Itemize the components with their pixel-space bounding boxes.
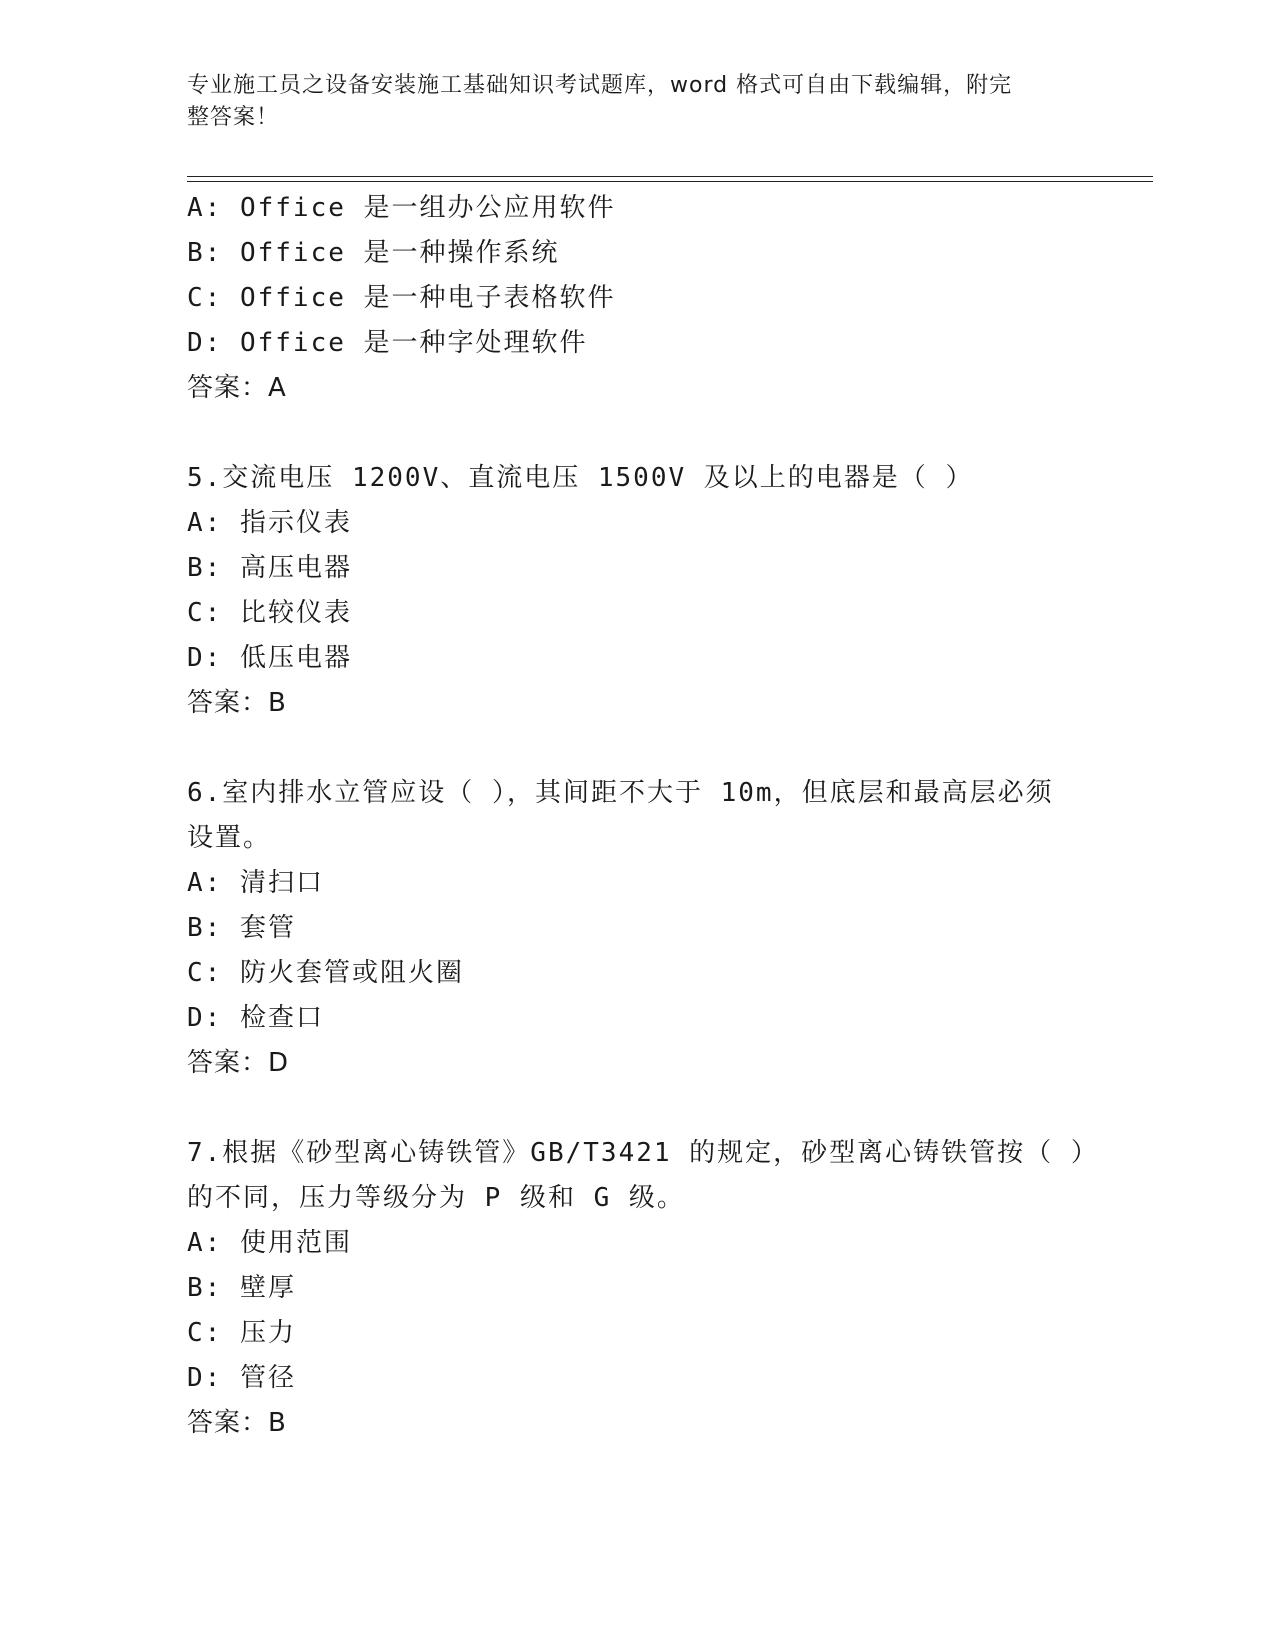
- q4-option-b: B: Office 是一种操作系统: [187, 238, 560, 268]
- q6-option-b: B: 套管: [187, 913, 296, 943]
- header-divider-bottom: [187, 181, 1153, 182]
- q7-question-line-1: 7.根据《砂型离心铸铁管》GB/T3421 的规定，砂型离心铸铁管按（ ）: [187, 1138, 1099, 1168]
- q7-option-b: B: 壁厚: [187, 1273, 296, 1303]
- q6-question-line-2: 设置。: [187, 823, 272, 853]
- q7-option-c: C: 压力: [187, 1318, 296, 1348]
- q6-answer: 答案：D: [187, 1048, 290, 1078]
- q4-option-a: A: Office 是一组办公应用软件: [187, 193, 616, 223]
- q5-option-c: C: 比较仪表: [187, 598, 352, 628]
- q5-answer: 答案：B: [187, 688, 287, 718]
- q7-option-d: D: 管径: [187, 1363, 296, 1393]
- q5-question: 5.交流电压 1200V、直流电压 1500V 及以上的电器是（ ）: [187, 463, 974, 493]
- q6-option-a: A: 清扫口: [187, 868, 324, 898]
- q7-option-a: A: 使用范围: [187, 1228, 352, 1258]
- q7-answer: 答案：B: [187, 1408, 287, 1438]
- q6-question-line-1: 6.室内排水立管应设（ ），其间距不大于 10m，但底层和最高层必须: [187, 778, 1054, 808]
- q5-option-b: B: 高压电器: [187, 553, 352, 583]
- document-header: [187, 70, 1067, 134]
- header-line-1: 专业施工员之设备安装施工基础知识考试题库，word 格式可自由下载编辑，附完: [187, 73, 1013, 98]
- q4-answer: 答案：A: [187, 373, 287, 403]
- q5-option-a: A: 指示仪表: [187, 508, 352, 538]
- header-divider-top: [187, 176, 1153, 177]
- q5-option-d: D: 低压电器: [187, 643, 352, 673]
- q4-option-c: C: Office 是一种电子表格软件: [187, 283, 616, 313]
- q7-question-line-2: 的不同，压力等级分为 P 级和 G 级。: [187, 1183, 685, 1213]
- q6-option-c: C: 防火套管或阻火圈: [187, 958, 464, 988]
- q4-option-d: D: Office 是一种字处理软件: [187, 328, 588, 358]
- header-line-2: 整答案！: [187, 105, 280, 130]
- q6-option-d: D: 检查口: [187, 1003, 324, 1033]
